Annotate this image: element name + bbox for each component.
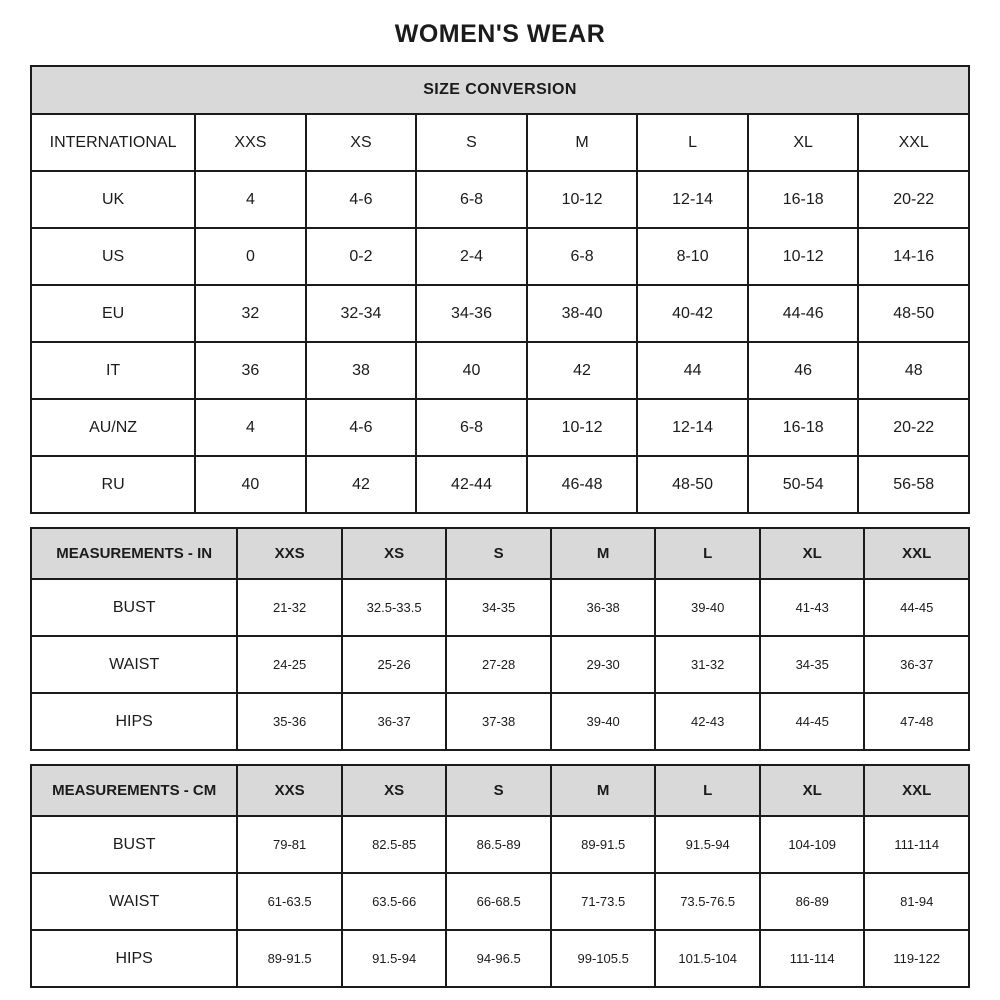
table-row [31,456,969,513]
size-header: XXL [858,114,969,171]
size-header: L [637,114,748,171]
page-title: WOMEN'S WEAR [394,20,606,48]
value-cell: 81-94 [864,873,969,930]
measurements-cm-body [31,816,969,987]
value-cell: 46-48 [527,456,638,513]
header-row [31,114,969,171]
row-label: AU/NZ [31,399,195,456]
value-cell: 38 [306,342,417,399]
value-cell: 4 [195,171,306,228]
value-cell: 39-40 [655,579,760,636]
measurements-in-table [30,527,970,751]
value-cell: 41-43 [760,579,865,636]
table-row [31,228,969,285]
value-cell: 6-8 [527,228,638,285]
size-header: L [655,765,760,816]
size-header: XXL [864,765,969,816]
row-label: HIPS [31,693,237,750]
value-cell: 34-35 [760,636,865,693]
row-label: UK [31,171,195,228]
row-label: HIPS [31,930,237,987]
value-cell: 32 [195,285,306,342]
value-cell: 4-6 [306,399,417,456]
value-cell: 44-45 [760,693,865,750]
row-label-header: MEASUREMENTS - IN [31,528,237,579]
row-label-header: INTERNATIONAL [31,114,195,171]
value-cell: 104-109 [760,816,865,873]
value-cell: 48-50 [858,285,969,342]
size-header: XXS [237,528,342,579]
table-row [31,816,969,873]
value-cell: 44 [637,342,748,399]
value-cell: 38-40 [527,285,638,342]
value-cell: 14-16 [858,228,969,285]
size-header: XL [760,765,865,816]
value-cell: 71-73.5 [551,873,656,930]
value-cell: 21-32 [237,579,342,636]
value-cell: 66-68.5 [446,873,551,930]
value-cell: 86-89 [760,873,865,930]
value-cell: 89-91.5 [551,816,656,873]
value-cell: 37-38 [446,693,551,750]
row-label: WAIST [31,873,237,930]
size-conversion-table [30,65,970,514]
size-conversion-title: SIZE CONVERSION [31,66,969,114]
value-cell: 2-4 [416,228,527,285]
value-cell: 32.5-33.5 [342,579,447,636]
value-cell: 56-58 [858,456,969,513]
value-cell: 82.5-85 [342,816,447,873]
value-cell: 89-91.5 [237,930,342,987]
value-cell: 111-114 [864,816,969,873]
value-cell: 47-48 [864,693,969,750]
size-header: XXS [195,114,306,171]
value-cell: 6-8 [416,171,527,228]
size-header: S [416,114,527,171]
row-label-header: MEASUREMENTS - CM [31,765,237,816]
value-cell: 16-18 [748,399,859,456]
table-row [31,399,969,456]
value-cell: 12-14 [637,171,748,228]
value-cell: 16-18 [748,171,859,228]
value-cell: 29-30 [551,636,656,693]
size-header: M [551,528,656,579]
value-cell: 94-96.5 [446,930,551,987]
row-label: WAIST [31,636,237,693]
value-cell: 36-37 [864,636,969,693]
table-row [31,285,969,342]
size-header: XXS [237,765,342,816]
value-cell: 0-2 [306,228,417,285]
value-cell: 40 [195,456,306,513]
size-header: XS [342,528,447,579]
value-cell: 8-10 [637,228,748,285]
value-cell: 20-22 [858,171,969,228]
size-header: XL [760,528,865,579]
value-cell: 12-14 [637,399,748,456]
value-cell: 46 [748,342,859,399]
table-title-row [31,66,969,114]
row-label: RU [31,456,195,513]
table-row [31,930,969,987]
size-header: S [446,528,551,579]
value-cell: 40 [416,342,527,399]
value-cell: 42 [527,342,638,399]
row-label: US [31,228,195,285]
measurements-in-body [31,579,969,750]
value-cell: 99-105.5 [551,930,656,987]
value-cell: 31-32 [655,636,760,693]
value-cell: 42-44 [416,456,527,513]
value-cell: 0 [195,228,306,285]
value-cell: 36-38 [551,579,656,636]
table-row [31,342,969,399]
header-row [31,765,969,816]
value-cell: 101.5-104 [655,930,760,987]
value-cell: 4-6 [306,171,417,228]
value-cell: 91.5-94 [655,816,760,873]
value-cell: 42-43 [655,693,760,750]
value-cell: 63.5-66 [342,873,447,930]
measurements-cm-table [30,764,970,988]
value-cell: 36 [195,342,306,399]
value-cell: 34-35 [446,579,551,636]
row-label: BUST [31,579,237,636]
table-row [31,171,969,228]
row-label: EU [31,285,195,342]
size-header: XL [748,114,859,171]
value-cell: 40-42 [637,285,748,342]
value-cell: 48-50 [637,456,748,513]
value-cell: 50-54 [748,456,859,513]
value-cell: 10-12 [527,171,638,228]
row-label: BUST [31,816,237,873]
size-conversion-body [31,114,969,513]
value-cell: 25-26 [342,636,447,693]
table-row [31,873,969,930]
value-cell: 44-46 [748,285,859,342]
table-row [31,693,969,750]
value-cell: 10-12 [748,228,859,285]
size-header: XXL [864,528,969,579]
value-cell: 111-114 [760,930,865,987]
size-header: S [446,765,551,816]
size-header: XS [306,114,417,171]
value-cell: 39-40 [551,693,656,750]
value-cell: 91.5-94 [342,930,447,987]
header-row [31,528,969,579]
value-cell: 44-45 [864,579,969,636]
value-cell: 4 [195,399,306,456]
value-cell: 79-81 [237,816,342,873]
value-cell: 73.5-76.5 [655,873,760,930]
row-label: IT [31,342,195,399]
value-cell: 48 [858,342,969,399]
value-cell: 20-22 [858,399,969,456]
table-row [31,579,969,636]
size-header: XS [342,765,447,816]
value-cell: 86.5-89 [446,816,551,873]
value-cell: 24-25 [237,636,342,693]
value-cell: 35-36 [237,693,342,750]
value-cell: 61-63.5 [237,873,342,930]
size-header: M [527,114,638,171]
table-row [31,636,969,693]
value-cell: 10-12 [527,399,638,456]
value-cell: 27-28 [446,636,551,693]
value-cell: 36-37 [342,693,447,750]
size-header: M [551,765,656,816]
value-cell: 6-8 [416,399,527,456]
value-cell: 34-36 [416,285,527,342]
size-header: L [655,528,760,579]
value-cell: 119-122 [864,930,969,987]
value-cell: 32-34 [306,285,417,342]
value-cell: 42 [306,456,417,513]
